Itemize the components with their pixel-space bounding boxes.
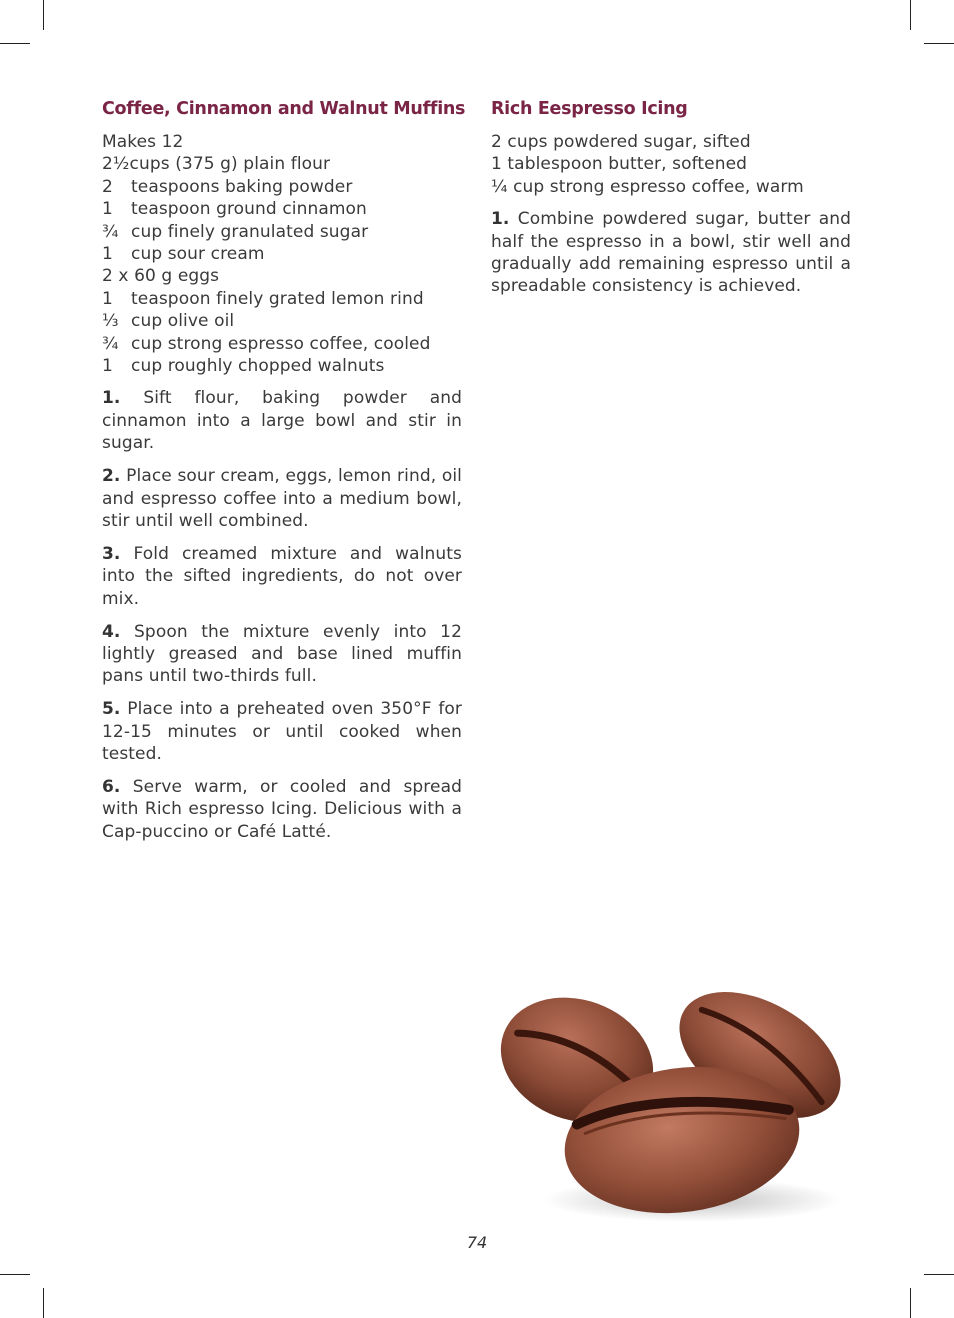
ingredient-text: teaspoon finely grated lemon rind [131,288,424,309]
ingredient-quantity: ¾ [102,221,119,242]
step-text: Place sour cream, eggs, lemon rind, oil and espresso coffee into a medium bowl, stir until well combined. [102,466,462,531]
crop-mark [924,43,954,44]
icing-method [491,208,851,298]
ingredient-line [102,198,462,220]
crop-mark [910,0,911,30]
ingredient-quantity: 2 [102,176,113,197]
step-number: 1. [491,209,510,230]
step-text: Spoon the mixture evenly into 12 lightly greased and base lined muffin pans until two-thirds full. [102,621,462,687]
step-text: Combine powdered sugar, butter and half the espresso in a bowl, stir well and gradually add remaining espresso until a spreadable consistency is achieved. [491,209,851,297]
ingredient-quantity: ¾ [102,333,119,354]
ingredient-quantity: ⅓ [102,311,119,332]
crop-mark [0,43,30,44]
method-step [102,698,462,765]
ingredient-line [102,355,462,377]
ingredient-quantity: 1 [102,288,113,309]
ingredient-quantity: 1 [102,356,113,377]
ingredient-line: 2 cups powdered sugar, sifted [491,132,751,152]
step-number: 2. [102,466,121,487]
ingredient-line [102,176,462,198]
ingredient-text: Makes 12 [102,132,184,152]
method-step [102,387,462,454]
ingredient-line [102,153,462,175]
ingredient-line [102,221,462,243]
step-text: Place into a preheated oven 350°F for 12-15 minutes or until cooked when tested. [102,699,462,765]
step-text: Sift flour, baking powder and cinnamon into a large bowl and stir in sugar. [102,388,462,454]
ingredient-text: cup sour cream [131,244,265,265]
crop-mark [0,1274,30,1275]
step-number: 3. [102,543,121,564]
step-number: 5. [102,699,121,720]
method-step [102,465,462,532]
icing-ingredient-list [491,131,851,198]
ingredient-line: 1 tablespoon butter, softened [491,154,748,175]
step-text: Fold creamed mixture and walnuts into the sifted ingredients, do not over mix. [102,543,462,609]
ingredient-quantity: 1 [102,244,113,265]
icing-title: Rich Eespresso Icing [491,99,688,119]
step-number: 6. [102,777,121,798]
crop-mark [43,0,44,30]
ingredient-text: cup olive oil [131,311,235,332]
ingredient-quantity: 2½cups [102,154,170,175]
ingredient-text: teaspoons baking powder [131,176,353,197]
step-text: Serve warm, or cooled and spread with Rich espresso Icing. Delicious with a Cap-puccino or Café Latté. [102,777,462,842]
coffee-beans-image [492,975,862,1225]
ingredient-line [102,288,462,310]
muffins-ingredient-list [102,131,462,377]
method-step [102,621,462,688]
ingredient-text: (375 g) plain flour [175,154,331,175]
muffins-recipe [102,99,466,854]
ingredient-text: cup strong espresso coffee, cooled [131,333,431,354]
ingredient-line [102,333,462,355]
method-step [491,208,851,298]
method-step [102,543,462,610]
step-number: 1. [102,388,121,409]
crop-mark [43,1288,44,1318]
method-step [102,776,462,843]
ingredient-text: teaspoon ground cinnamon [131,199,367,220]
icing-recipe [491,99,851,308]
ingredient-text: cup roughly chopped walnuts [131,356,385,377]
ingredient-line [102,265,462,287]
ingredient-line [102,131,462,153]
crop-mark [924,1274,954,1275]
crop-mark [910,1288,911,1318]
ingredient-text: 2 x 60 g eggs [102,266,220,287]
step-number: 4. [102,621,121,642]
muffins-title: Coffee, Cinnamon and Walnut Muffins [102,99,466,119]
ingredient-text: cup finely granulated sugar [131,221,369,242]
page-number: 74 [466,1233,488,1252]
ingredient-line [102,243,462,265]
muffins-method [102,387,462,843]
ingredient-line [102,310,462,332]
ingredient-quantity: 1 [102,199,113,220]
ingredient-line: ¼ cup strong espresso coffee, warm [491,176,804,197]
